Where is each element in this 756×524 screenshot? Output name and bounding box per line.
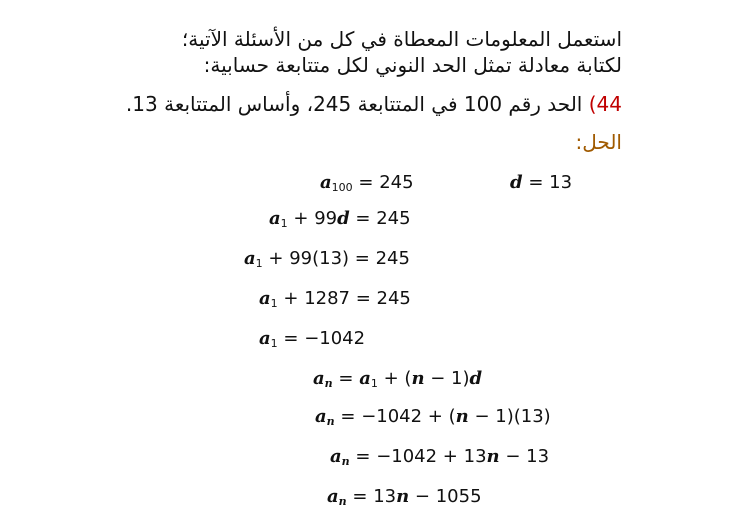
problem-text: الحد رقم 100 في المتتابعة 245، وأساس المتتابعة 13. (125, 92, 589, 116)
equation-part: − 1)(13) (468, 406, 551, 427)
equation-rhs: + 1287 = 245 (277, 288, 411, 309)
var-a: a (313, 368, 325, 389)
subscript: n (324, 377, 333, 390)
var-n: n (411, 368, 425, 389)
subscript: n (326, 415, 335, 428)
equation-part: − 1055 (409, 486, 482, 507)
var-a: a (320, 172, 332, 193)
equation-rhs: = 13 (522, 172, 573, 193)
var-d: d (469, 368, 483, 389)
var-n: n (455, 406, 469, 427)
equation-substitution-1 (315, 405, 551, 429)
equation-rhs: = 245 (349, 208, 411, 229)
equation-part: − 13 (499, 446, 550, 467)
equation-step-3 (259, 287, 411, 311)
var-a: a (269, 208, 281, 229)
solution-label: الحل: (575, 130, 622, 154)
instructions-line-2: لكتابة معادلة تمثل الحد النوني لكل متتابعة حسابية: (203, 53, 622, 77)
var-a: a (259, 328, 271, 349)
equation-general-formula (313, 367, 482, 391)
equation-final (327, 485, 482, 509)
equation-step-2 (244, 247, 410, 271)
var-n: n (486, 446, 500, 467)
var-a: a (244, 248, 256, 269)
equation-substitution-2 (330, 445, 549, 469)
equation-part: + ( (377, 368, 412, 389)
var-a: a (359, 368, 371, 389)
var-a: a (327, 486, 339, 507)
var-n: n (396, 486, 410, 507)
equation-step-4 (259, 327, 365, 351)
subscript: 1 (270, 297, 278, 310)
equation-mid: + 99 (287, 208, 338, 229)
equation-given-d (510, 171, 572, 195)
var-a: a (330, 446, 342, 467)
equation-rhs: + 99(13) = 245 (262, 248, 410, 269)
subscript: 1 (255, 257, 263, 270)
subscript: 100 (331, 181, 353, 194)
equation-part: − 1) (424, 368, 470, 389)
subscript: 1 (370, 377, 378, 390)
var-d: d (510, 172, 523, 193)
equation-part: = 13 (346, 486, 397, 507)
var-a: a (259, 288, 271, 309)
problem-statement (126, 91, 622, 117)
equation-rhs: = 245 (352, 172, 414, 193)
equation-part: = −1042 + ( (334, 406, 456, 427)
equation-part: = −1042 + 13 (349, 446, 487, 467)
subscript: 1 (270, 337, 278, 350)
var-a: a (315, 406, 327, 427)
subscript: 1 (280, 217, 288, 230)
subscript: n (341, 455, 350, 468)
instructions-line-1: استعمل المعلومات المعطاة في كل من الأسئلة الآتية؛ (181, 27, 622, 51)
subscript: n (338, 495, 347, 508)
problem-number: 44) (588, 92, 622, 116)
equation-given-a100 (320, 171, 414, 195)
equation-rhs: = −1042 (277, 328, 366, 349)
var-d: d (337, 208, 350, 229)
equals: = (332, 368, 360, 389)
equation-step-1 (269, 207, 411, 231)
